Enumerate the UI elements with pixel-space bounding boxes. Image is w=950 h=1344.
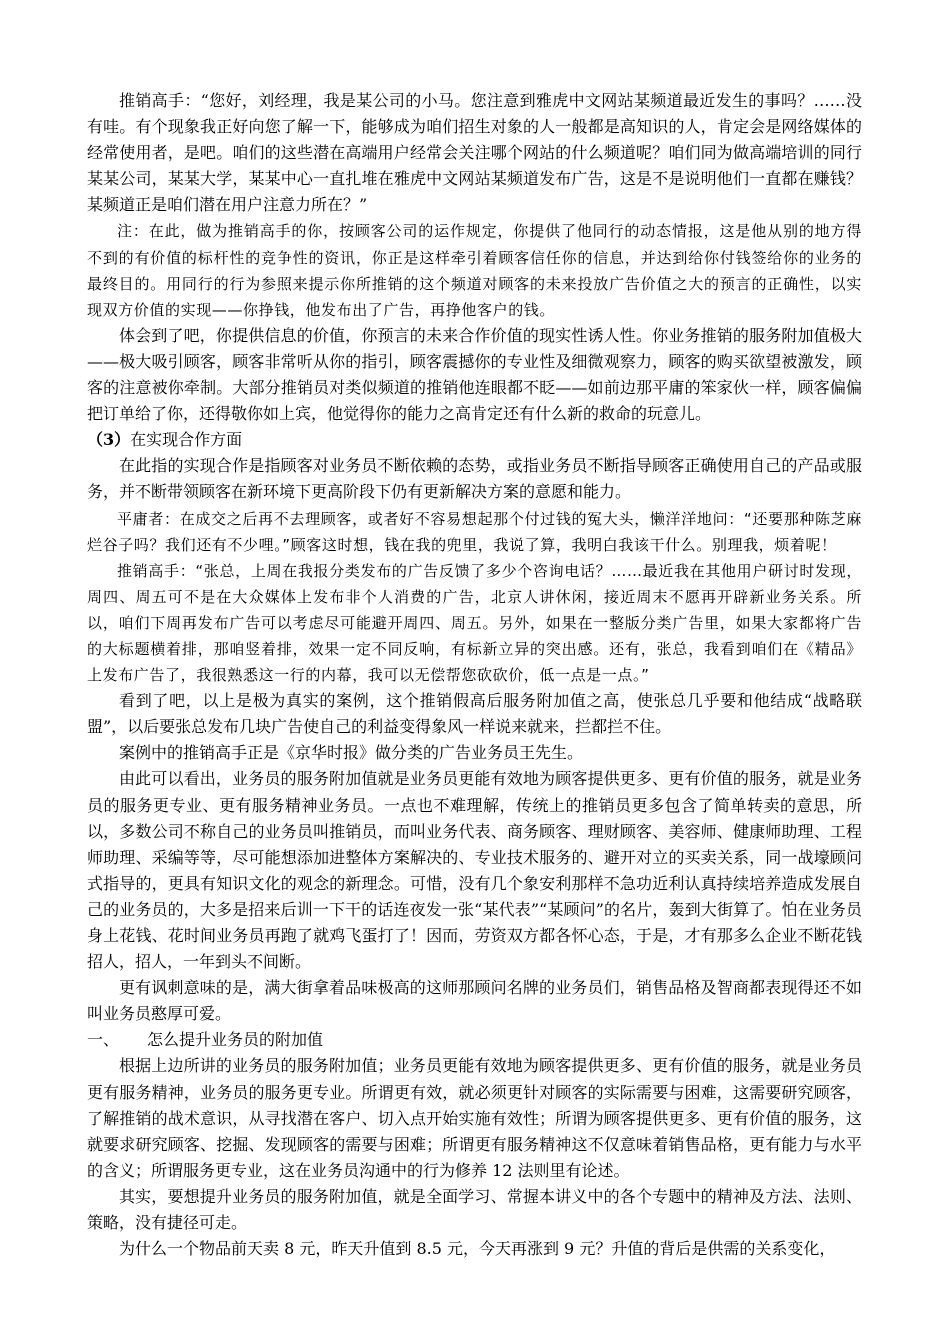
paragraph-value-summary: 体会到了吧，你提供信息的价值，你预言的未来合作价值的现实性诱人性。你业务推销的服务附加值极大——极大吸引顾客，顾客非常听从你的指引，顾客震撼你的专业性及细微观察力，顾客的购买欲望被激发，顾客的注意被你牵制。大部分推销员对类似频道的推销他连眼都不眨——如前边那平庸的笨家伙一样，顾客偏偏把订单给了你，还得敬你如上宾，他觉得你的能力之高肯定还有什么新的救命的玩意儿。 <box>87 325 862 424</box>
paragraph-expert-example: 推销高手：“张总，上周在我报分类发布的广告反馈了多少个咨询电话？……最近我在其他用户研讨时发现，周四、周五可不是在大众媒体上发布非个人消费的广告，北京人讲休闲，接近周末不愿再开辟新业务关系。所以，咱们下周再发布广告可以考虑尽可能避开周四、周五。另外，如果在一整版分类广告里，如果大家都将广告的大标题横着排，那咱竖着排，效果一定不同反响，有标新立异的突出感。还有，张总，我看到咱们在《精品》上发布广告了，我很熟悉这一行的内幕，我可以无偿帮您砍砍价，低一点是一点。” <box>87 561 862 685</box>
paragraph-case-source: 案例中的推销高手正是《京华时报》做分类的广告业务员王先生。 <box>119 743 584 763</box>
paragraph-no-shortcut: 其实，要想提升业务员的服务附加值，就是全面学习、常握本讲义中的各个专题中的精神及方法、法则、策略，没有捷径可走。 <box>87 1186 862 1233</box>
heading-title: 怎么提升业务员的附加值 <box>147 1030 324 1050</box>
paragraph-mediocre-example: 平庸者：在成交之后再不去理顾客，或者好不容易想起那个付过钱的冤大头，懒洋洋地问：“还要那种陈芝麻烂谷子吗？我们还有不少哩。”顾客这时想，钱在我的兜里，我说了算，我明白我该干什么。别理我，烦着呢！ <box>87 509 862 554</box>
paragraph-case-conclusion: 看到了吧，以上是极为真实的案例，这个推销假高后服务附加值之高，使张总几乎要和他结成“战略联盟”，以后要张总发布几块广告使自己的利益变得象风一样说来就来，拦都拦不住。 <box>87 691 862 737</box>
section-number: （3） <box>87 430 131 450</box>
document-page <box>87 88 862 1262</box>
heading-number: 一、 <box>87 1030 120 1050</box>
paragraph-how-to-improve: 根据上边所讲的业务员的服务附加值；业务员更能有效地为顾客提供更多、更有价值的服务，就是业务员更有服务精神，业务员的服务更专业。所谓更有效，就必须更针对顾客的实际需要与困难，这需要研究顾客，了解推销的战术意识，从寻找潜在客户、切入点开始实施有效性；所谓为顾客提供更多、更有价值的服务，这就要求研究顾客、挖掘、发现顾客的需要与困难；所谓更有服务精神这不仅意味着销售品格，更有能力与水平的含义；所谓服务更专业，这在业务员沟通中的行为修养 12 法则里有论述。 <box>87 1056 862 1180</box>
paragraph-added-value-explanation: 由此可以看出，业务员的服务附加值就是业务员更能有效地为顾客提供更多、更有价值的服务，就是业务员的服务更专业、更有服务精神业务员。一点也不难理解，传统上的推销员更多包含了简单转卖的意思，所以，多数公司不称自己的业务员叫推销员，而叫业务代表、商务顾客、理财顾客、美容师、健康师助理、工程师助理、采编等等，尽可能想添加进整体方案解决的、专业技术服务的、避开对立的买卖关系，同一战壕顾问式指导的，更具有知识文化的观念的新理念。可惜，没有几个象安利那样不急功近利认真持续培养造成发展自己的业务员的，大多是招来后训一下干的话连夜发一张“某代表”“某顾问”的名片，轰到大街算了。怕在业务员身上花钱、花时间业务员再跑了就鸡飞蛋打了！因而，劳资双方都各怀心态，于是，才有那多么企业不断花钱招人，招人，一年到头不间断。 <box>87 769 862 972</box>
section-heading-3 <box>87 427 862 453</box>
paragraph-price-change: 为什么一个物品前天卖 8 元，昨天升值到 8.5 元，今天再涨到 9 元？升值的背后是供需的关系变化， <box>119 1239 836 1259</box>
paragraph-note: 注：在此，做为推销高手的你，按顾客公司的运作规定，你提供了他同行的动态情报，这是他从别的地方得不到的有价值的标杆性的竞争性的资讯，你正是这样牵引着顾客信任你的信息，并达到给你付钱签给你的业务的最终目的。用同行的行为参照来提示你所推销的这个频道对顾客的未来投放广告价值之大的预言的正确性，以实现双方价值的实现——你挣钱，他发布出了广告，再挣他客户的钱。 <box>87 222 862 319</box>
section-heading-1 <box>87 1027 862 1053</box>
paragraph-cooperation-definition: 在此指的实现合作是指顾客对业务员不断依赖的态势，或指业务员不断指导顾客正确使用自己的产品或服务，并不断带领顾客在新环境下更高阶段下仍有更新解决方案的意愿和能力。 <box>87 456 862 502</box>
paragraph-sales-expert-dialog: 推销高手：“您好，刘经理，我是某公司的小马。您注意到雅虎中文网站某频道最近发生的事吗？……没有哇。有个现象我正好向您了解一下，能够成为咱们招生对象的人一般都是高知识的人，肯定会是网络媒体的经常使用者，是吧。咱们的这些潜在高端用户经常会关注哪个网站的什么频道呢？咱们同为做高端培训的同行某某公司，某某大学，某某中心一直扎堆在雅虎中文网站某频道发布广告，这是不是说明他们一直都在赚钱？某频道正是咱们潜在用户注意力所在？” <box>87 91 862 215</box>
paragraph-irony: 更有讽刺意味的是，满大街拿着品味极高的这师那顾问名牌的业务员们，销售品格及智商都表现得还不如叫业务员憨厚可爱。 <box>87 978 862 1024</box>
section-title: 在实现合作方面 <box>130 430 243 450</box>
